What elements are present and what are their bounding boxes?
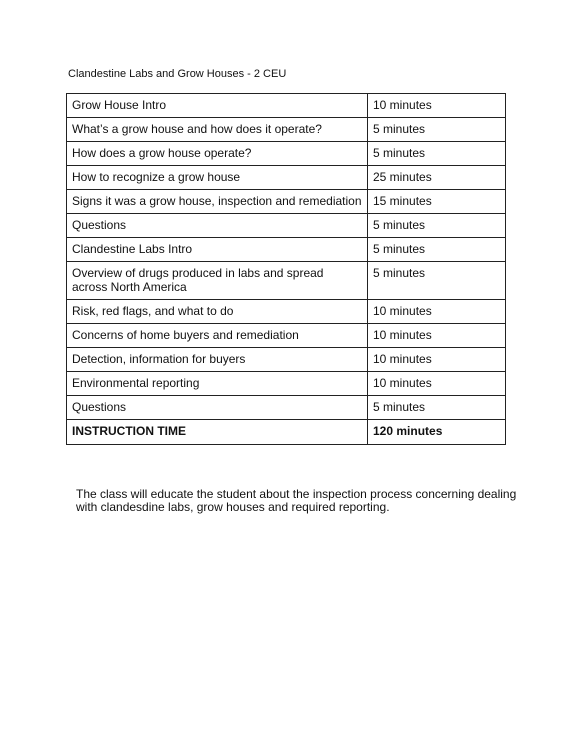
topic-cell: Overview of drugs produced in labs and spread across North America bbox=[67, 262, 368, 300]
table-row bbox=[67, 348, 506, 372]
duration-cell: 5 minutes bbox=[368, 238, 506, 262]
duration-cell: 25 minutes bbox=[368, 166, 506, 190]
topic-cell: Grow House Intro bbox=[67, 94, 368, 118]
duration-cell: 10 minutes bbox=[368, 372, 506, 396]
duration-cell: 10 minutes bbox=[368, 348, 506, 372]
document-title: Clandestine Labs and Grow Houses - 2 CEU bbox=[68, 68, 287, 80]
table-row bbox=[67, 372, 506, 396]
topic-cell: Environmental reporting bbox=[67, 372, 368, 396]
topic-cell: Signs it was a grow house, inspection and remediation bbox=[67, 190, 368, 214]
total-time: 120 minutes bbox=[368, 420, 506, 445]
duration-cell: 10 minutes bbox=[368, 300, 506, 324]
total-row bbox=[67, 420, 506, 445]
table-row bbox=[67, 142, 506, 166]
duration-cell: 10 minutes bbox=[368, 324, 506, 348]
table-row bbox=[67, 262, 506, 300]
topic-cell: Risk, red flags, and what to do bbox=[67, 300, 368, 324]
topic-cell: Questions bbox=[67, 214, 368, 238]
table-row bbox=[67, 238, 506, 262]
table-row bbox=[67, 324, 506, 348]
table-row bbox=[67, 166, 506, 190]
total-label: INSTRUCTION TIME bbox=[67, 420, 368, 445]
table-row bbox=[67, 118, 506, 142]
duration-cell: 5 minutes bbox=[368, 214, 506, 238]
duration-cell: 5 minutes bbox=[368, 396, 506, 420]
duration-cell: 5 minutes bbox=[368, 262, 506, 300]
table-row bbox=[67, 190, 506, 214]
table-row bbox=[67, 300, 506, 324]
duration-cell: 5 minutes bbox=[368, 118, 506, 142]
topic-cell: Detection, information for buyers bbox=[67, 348, 368, 372]
duration-cell: 5 minutes bbox=[368, 142, 506, 166]
topic-cell: Clandestine Labs Intro bbox=[67, 238, 368, 262]
topic-cell: How to recognize a grow house bbox=[67, 166, 368, 190]
course-description: The class will educate the student about the inspection process concerning dealing with clandesdine labs, grow houses and required reporting. bbox=[76, 487, 517, 514]
topic-cell: Questions bbox=[67, 396, 368, 420]
topic-cell: How does a grow house operate? bbox=[67, 142, 368, 166]
topic-cell: Concerns of home buyers and remediation bbox=[67, 324, 368, 348]
table-row bbox=[67, 214, 506, 238]
topic-cell: What’s a grow house and how does it operate? bbox=[67, 118, 368, 142]
duration-cell: 15 minutes bbox=[368, 190, 506, 214]
course-schedule-table bbox=[66, 93, 506, 445]
table-row bbox=[67, 94, 506, 118]
table-row bbox=[67, 396, 506, 420]
duration-cell: 10 minutes bbox=[368, 94, 506, 118]
